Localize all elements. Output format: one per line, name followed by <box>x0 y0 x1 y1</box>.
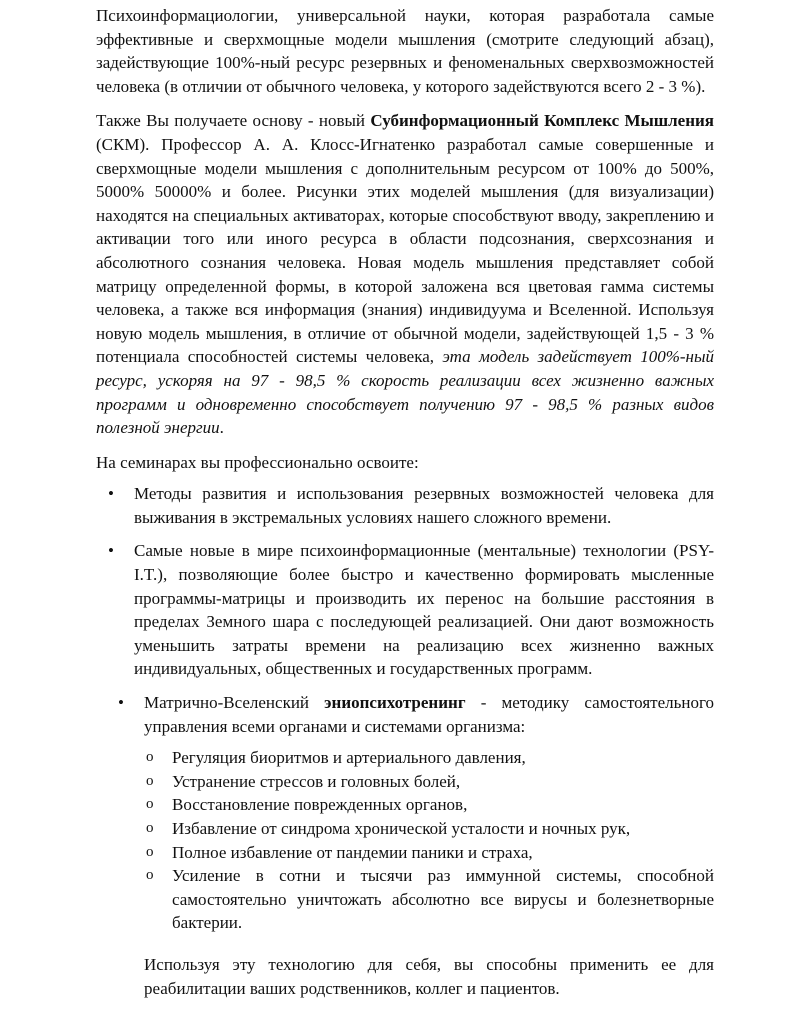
circle-bullet-icon: o <box>146 843 154 860</box>
bullet-icon: • <box>108 541 114 561</box>
psychotraining-bold: эниопсихотренинг <box>324 693 466 713</box>
benefits-sublist <box>144 746 714 935</box>
sublist-item-text: Избавление от синдрома хронической усталости и ночных рук, <box>172 819 631 838</box>
list-item-psychotraining <box>96 691 714 935</box>
circle-bullet-icon: o <box>146 820 154 836</box>
bullet-icon: • <box>118 693 124 713</box>
sublist-item-text: Усиление в сотни и тысячи раз иммунной системы, способной самостоятельно уничтожать абсолютно все вирусы и болезнетворные бактерии. <box>172 866 714 933</box>
skm-bold-title: Субинформационный Комплекс Мышления <box>370 111 714 131</box>
sublist-item <box>144 864 714 935</box>
psychotraining-text-1: Матрично-Вселенский <box>144 693 325 713</box>
seminar-list <box>96 482 714 935</box>
paragraph-skm <box>96 109 714 439</box>
skm-text-3: . <box>219 418 224 438</box>
circle-bullet-icon: o <box>146 796 154 813</box>
sublist-item-text: Полное избавление от пандемии паники и страха, <box>172 842 533 862</box>
psychotraining-text-2: - методику самостоятельного управления всеми органами и системами организма: <box>144 693 714 736</box>
list-item <box>96 482 714 529</box>
circle-bullet-icon: o <box>146 867 154 884</box>
skm-italic-text: эта модель задействует 100%-ный ресурс, ускоряя на 97 - 98,5 % скорость реализации всех жизненно важных программ и одновременно способствует получению 97 - 98,5 % разных видов полезной энергии <box>96 347 714 438</box>
bullet-icon: • <box>108 484 114 504</box>
skm-text-2: (СКМ). Профессор А. А. Клосс-Игнатенко разработал самые совершенные и сверхмощные модели мышления с дополнительным ресурсом от 100% до 500%, 5000% 50000% и более. Рисунки этих моделей мышления (для визуализации) находятся на специальных активаторах, которые способствуют вводу, закреплению и активации того или иного ресурса в области подсознания, сверхсознания и абсолютного сознания человека. Новая модель мышления представляет собой матрицу определенной формы, в которой заложена вся цветовая гамма системы человека, а также вся информация (знания) индивидуума и Вселенной. Используя новую модель мышления, в отличие от обычной модели, задействующей 1,5 - 3 % потенциала способностей системы человека, <box>96 134 714 367</box>
sublist-item-text: Регуляция биоритмов и артериального давления, <box>172 748 526 768</box>
list-item-text: Самые новые в мире психоинформационные (ментальные) технологии (PSY-I.T.), позволяющие более быстро и качественно формировать мысленные программы-матрицы и производить их перенос на большие расстояния в пределах Земного шара с последующей реализацией. Они дают возможность уменьшить затраты времени на реализацию всех жизненно важных индивидуальных, общественных и государственных программ. <box>134 541 714 679</box>
sublist-item <box>144 841 714 865</box>
list-item <box>96 539 714 681</box>
sublist-item <box>144 817 714 841</box>
paragraph-psychoinformatics: Психоинформациологии, универсальной науки, которая разработала самые эффективные и сверхмощные модели мышления (смотрите следующий абзац), задействующие 100%-ный ресурс резервных и феноменальных сверхвозможностей человека (в отличии от обычного человека, у которого задействуются всего 2 - 3 %). <box>96 6 714 96</box>
sublist-item-text: Восстановление поврежденных органов, <box>172 795 468 815</box>
sublist-item <box>144 746 714 770</box>
circle-bullet-icon: o <box>146 749 154 766</box>
sublist-item-text: Устранение стрессов и головных болей, <box>172 771 461 791</box>
list-item-text: Методы развития и использования резервных возможностей человека для выживания в экстремальных условиях нашего сложного времени. <box>134 484 714 527</box>
sublist-item <box>144 793 714 817</box>
skm-text-1: Также Вы получаете основу - новый <box>96 111 371 131</box>
circle-bullet-icon: o <box>146 772 154 789</box>
closing-paragraph: Используя эту технологию для себя, вы способны применить ее для реабилитации ваших родственников, коллег и пациентов. <box>144 954 714 998</box>
sublist-item <box>144 770 714 794</box>
seminar-intro: На семинарах вы профессионально освоите: <box>96 452 419 472</box>
document-page <box>96 0 714 1000</box>
